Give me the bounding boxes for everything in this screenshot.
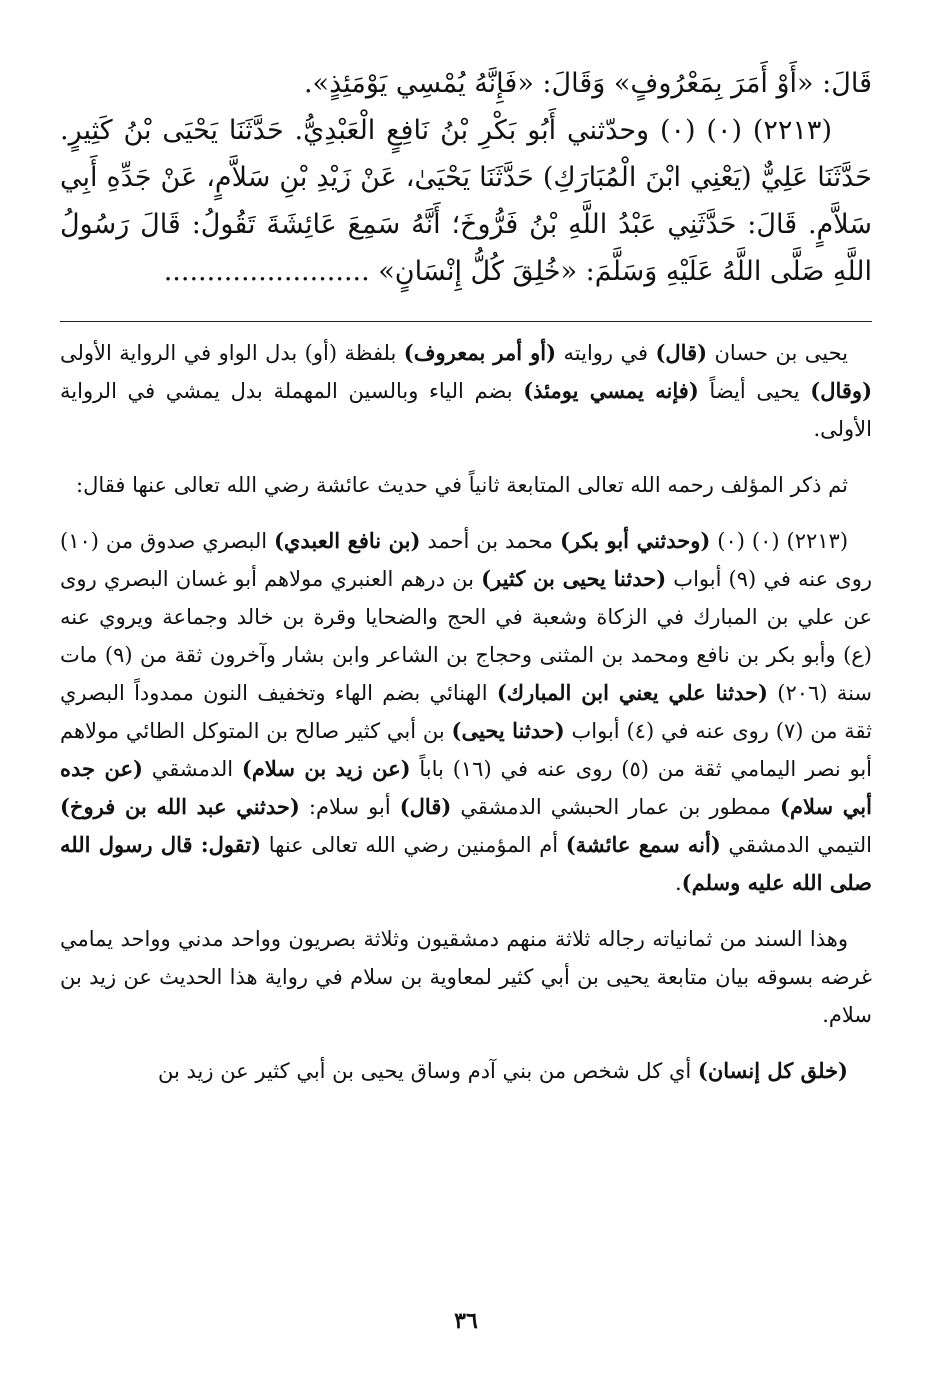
bold-quote-segment: (حدثني عبد الله بن فروخ) (60, 794, 300, 819)
book-page (60, 60, 872, 1360)
bold-quote-segment: (أو أمر بمعروف) (403, 340, 557, 365)
text-segment: أم المؤمنين رضي الله تعالى عنها (261, 833, 566, 857)
bold-quote-segment: (قال) (655, 340, 708, 365)
bold-quote-segment: (تقول: قال رسول الله صلى الله عليه وسلم) (60, 832, 872, 895)
footnote-divider (60, 321, 872, 322)
bold-quote-segment: (بن نافع العبدي) (274, 528, 421, 553)
bold-quote-segment: (أنه سمع عائشة) (565, 832, 721, 857)
bold-quote-segment: (حدثنا علي يعني ابن المبارك) (496, 680, 768, 705)
commentary-paragraph-3 (60, 522, 872, 902)
text-segment: أبو سلام: (299, 795, 400, 819)
text-segment: يحيى أيضاً (698, 379, 811, 403)
text-segment: في روايته (556, 341, 656, 365)
page-number: ٣٦ (454, 1308, 478, 1334)
text-segment: الهنائي بضم الهاء وتخفيف النون ممدوداً البصري ثقة من (٧) روى عنه في (٤) أبواب (60, 681, 873, 743)
text-segment: بضم الياء وبالسين المهملة بدل يمشي في الرواية الأولى. (60, 379, 872, 441)
bold-quote-segment: (فإنه يمسي يومئذ) (523, 378, 699, 403)
bold-quote-segment: (حدثنا يحيى بن كثير) (481, 566, 667, 591)
text-segment: محمد بن أحمد (420, 529, 560, 553)
bold-quote-segment: (حدثنا يحيى) (451, 718, 565, 743)
commentary-paragraph-1 (60, 334, 872, 448)
text-segment: الدمشقي (142, 757, 242, 781)
commentary-paragraph-5 (60, 1052, 872, 1090)
hadith-text-block (60, 60, 872, 295)
text-segment: ثم ذكر المؤلف رحمه الله تعالى المتابعة ثانياً في حديث عائشة رضي الله تعالى عنها فقال: (76, 473, 848, 497)
text-segment: التيمي الدمشقي (720, 833, 872, 857)
hadith-line-1: قَالَ: «أَوْ أَمَرَ بِمَعْرُوفٍ» وَقَالَ: «فَإِنَّهُ يُمْسِي يَوْمَئِذٍ». (303, 68, 872, 99)
bold-quote-segment: (خلق كل إنسان) (697, 1058, 848, 1083)
text-segment: البصري صدوق من (١٠) روى عنه في (٩) أبواب (60, 529, 872, 591)
text-segment: أي كل شخص من بني آدم وساق يحيى بن أبي كثير عن زيد بن (158, 1059, 698, 1083)
hadith-chain-and-text: وحدّثني أَبُو بَكْرِ بْنُ نَافِعٍ الْعَبْدِيُّ. حَدَّثَنَا يَحْيَى بْنُ كَثِيرٍ. حَدَّثَنَا عَلِيٌّ (يَعْنِي ابْنَ الْمُبَارَكِ) حَدَّثَنَا يَحْيَىٰ، عَنْ زَيْدِ بْنِ سَلاَّمٍ، عَنْ جَدِّهِ أَبِي سَلاَّمٍ. قَالَ: حَدَّثَنِي عَبْدُ اللَّهِ بْنُ فَرُّوخَ؛ أَنَّهُ سَمِعَ عَائِشَةَ تَقُولُ: قَالَ رَسُولُ اللَّهِ صَلَّى اللَّهُ عَلَيْهِ وَسَلَّمَ: «خُلِقَ كُلُّ إِنْسَانٍ» ........................ (60, 115, 872, 287)
commentary-paragraph-4 (60, 920, 872, 1034)
hadith-number: (٢٢١٣) (٠) (٠) (649, 115, 832, 146)
text-segment: (٢٢١٣) (٠) (٠) (710, 529, 849, 553)
text-segment: يحيى بن حسان (707, 341, 848, 365)
text-segment: وهذا السند من ثمانياته رجاله ثلاثة منهم دمشقيون وثلاثة بصريون وواحد مدني وواحد يمامي غرضه بسوقه بيان متابعة يحيى بن أبي كثير لمعاوية بن سلام في رواية هذا الحديث عن زيد بن سلام. (60, 927, 872, 1027)
text-segment: بن درهم العنبري مولاهم أبو غسان البصري روى عن علي بن المبارك في الزكاة وشعبة في الحج والضحايا وقرة بن خالد وجماعة ويروي عنه (ع) وأبو بكر بن نافع ومحمد بن المثنى وحجاج بن الشاعر وابن بشار وآخرون ثقة من (٩) مات سنة (٢٠٦) (60, 567, 872, 705)
hadith-paragraph (60, 107, 872, 295)
text-segment: ممطور بن عمار الحبشي الدمشقي (451, 795, 781, 819)
text-segment: بن أبي كثير صالح بن المتوكل الطائي مولاهم أبو نصر اليمامي ثقة من (٥) روى عنه في (١٦) باباً (60, 719, 872, 781)
bold-quote-segment: (عن زيد بن سلام) (241, 756, 411, 781)
text-segment: بلفظة (أو) بدل الواو في الرواية الأولى (60, 341, 404, 365)
bold-quote-segment: (وحدثني أبو بكر) (559, 528, 711, 553)
bold-quote-segment: (وقال) (810, 378, 873, 403)
commentary-paragraph-2 (60, 466, 872, 504)
bold-quote-segment: (قال) (399, 794, 452, 819)
text-segment: . (674, 871, 682, 895)
commentary-block (60, 334, 872, 1090)
bold-quote-segment: (عن جده أبي سلام) (60, 756, 872, 819)
